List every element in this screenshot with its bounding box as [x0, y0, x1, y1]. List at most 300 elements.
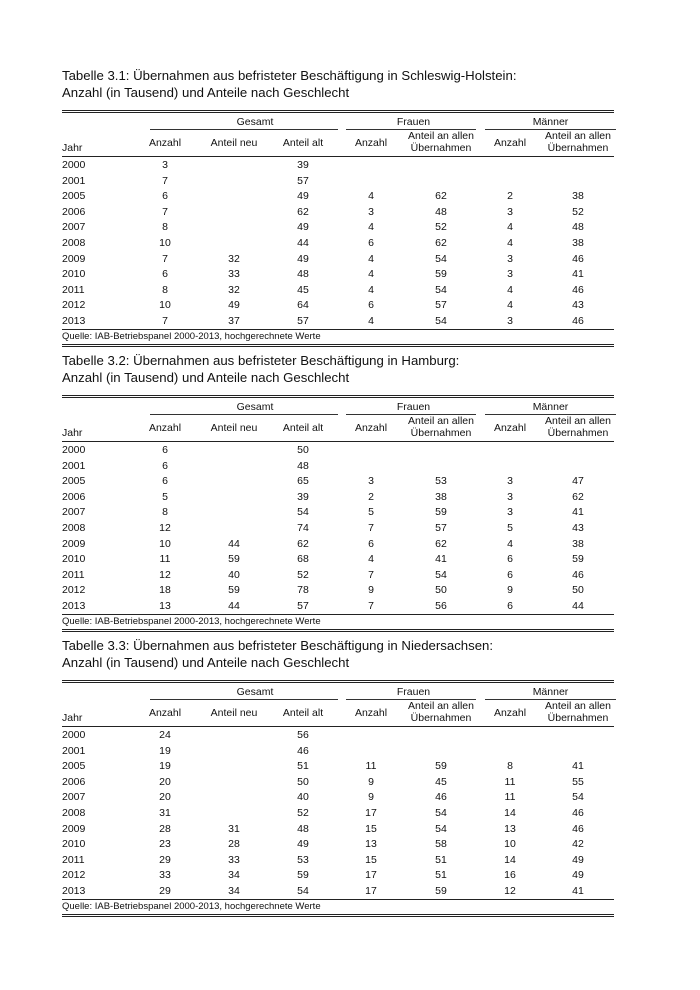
- table-cell: 59: [435, 884, 447, 897]
- group-frauen: Frauen: [396, 401, 431, 413]
- table-cell: 62: [435, 236, 447, 249]
- table-cell: 46: [297, 744, 309, 757]
- table-cell: 9: [368, 584, 374, 597]
- table-row: [62, 598, 614, 614]
- table-cell: 3: [507, 314, 513, 327]
- table-cell: 6: [162, 475, 168, 488]
- table-block-3-2: [62, 352, 614, 632]
- table-cell: 9: [368, 775, 374, 788]
- table-cell: 38: [572, 537, 584, 550]
- table-cell: 62: [572, 490, 584, 503]
- table-body: [62, 157, 614, 330]
- table-cell: 4: [507, 299, 513, 312]
- col-frauen-anzahl: Anzahl: [354, 137, 388, 149]
- table-cell: 44: [228, 599, 240, 612]
- table-cell: 6: [507, 568, 513, 581]
- table-cell: 12: [159, 568, 171, 581]
- table-cell: 2011: [62, 568, 85, 581]
- table-cell: 4: [368, 314, 374, 327]
- table-cell: 2001: [62, 174, 86, 187]
- table-cell: 42: [572, 838, 584, 851]
- table-cell: 51: [297, 760, 309, 773]
- table-cell: 44: [297, 236, 309, 249]
- table-cell: 62: [435, 537, 447, 550]
- table-cell: 46: [572, 568, 584, 581]
- table-cell: 16: [504, 869, 516, 882]
- table-cell: 4: [507, 236, 513, 249]
- table-cell: 57: [297, 174, 309, 187]
- table-cell: 4: [368, 190, 374, 203]
- table-cell: 6: [507, 553, 513, 566]
- table-cell: 2006: [62, 205, 86, 218]
- table-cell: 56: [435, 599, 447, 612]
- table-cell: 4: [368, 221, 374, 234]
- table-cell: 14: [504, 853, 516, 866]
- col-frauen-anteil: Anteil an allen Übernahmen: [408, 130, 474, 154]
- data-table: [62, 110, 614, 347]
- table-cell: 20: [159, 791, 171, 804]
- table-cell: 59: [297, 869, 309, 882]
- table-cell: 51: [435, 853, 447, 866]
- table-cell: 62: [435, 190, 447, 203]
- table-cell: 7: [162, 174, 168, 187]
- table-cell: 33: [228, 853, 240, 866]
- table-row: [62, 727, 614, 743]
- table-cell: 38: [435, 490, 447, 503]
- table-cell: 4: [368, 268, 374, 281]
- table-body: [62, 442, 614, 615]
- table-cell: 57: [435, 521, 447, 534]
- table-cell: 54: [435, 822, 447, 835]
- table-cell: 43: [572, 299, 584, 312]
- table-cell: 29: [159, 853, 171, 866]
- table-cell: 12: [159, 521, 171, 534]
- table-cell: 46: [572, 252, 584, 265]
- table-cell: 5: [507, 521, 513, 534]
- source-note: Quelle: IAB-Betriebspanel 2000-2013, hochgerechnete Werte: [62, 900, 321, 912]
- table-cell: 41: [435, 553, 447, 566]
- table-cell: 2009: [62, 822, 86, 835]
- group-frauen: Frauen: [396, 686, 431, 698]
- group-maenner: Männer: [532, 116, 569, 128]
- table-cell: 52: [297, 806, 309, 819]
- table-cell: 51: [435, 869, 447, 882]
- table-cell: 8: [162, 506, 168, 519]
- table-cell: 49: [297, 252, 309, 265]
- table-cell: 19: [159, 760, 171, 773]
- table-cell: 57: [297, 314, 309, 327]
- table-cell: 2006: [62, 775, 86, 788]
- table-cell: 2007: [62, 506, 86, 519]
- table-cell: 39: [297, 490, 309, 503]
- table-cell: 62: [297, 205, 309, 218]
- table-cell: 55: [572, 775, 584, 788]
- table-cell: 48: [297, 459, 309, 472]
- table-cell: 47: [572, 475, 584, 488]
- table-cell: 74: [297, 521, 309, 534]
- table-cell: 18: [159, 584, 171, 597]
- table-cell: 7: [368, 521, 374, 534]
- table-row: [62, 188, 614, 204]
- col-maenner-anzahl: Anzahl: [493, 137, 527, 149]
- table-cell: 50: [297, 775, 309, 788]
- table-row: [62, 867, 614, 883]
- table-cell: 68: [297, 553, 309, 566]
- column-header: [62, 700, 614, 727]
- source-note: Quelle: IAB-Betriebspanel 2000-2013, hochgerechnete Werte: [62, 615, 321, 627]
- table-cell: 65: [297, 475, 309, 488]
- table-cell: 2012: [62, 869, 86, 882]
- table-cell: 23: [159, 838, 171, 851]
- table-row: [62, 442, 614, 458]
- table-cell: 54: [435, 568, 447, 581]
- col-anteil-alt: Anteil alt: [282, 137, 324, 149]
- table-cell: 34: [228, 869, 240, 882]
- table-cell: 52: [297, 568, 309, 581]
- table-row: [62, 204, 614, 220]
- table-cell: 2006: [62, 490, 86, 503]
- table-cell: 28: [228, 838, 240, 851]
- group-header: [62, 683, 614, 700]
- table-cell: 7: [162, 205, 168, 218]
- table-cell: 45: [435, 775, 447, 788]
- table-row: [62, 266, 614, 282]
- bottom-rule: [62, 914, 614, 917]
- table-cell: 41: [572, 884, 584, 897]
- table-cell: 46: [572, 314, 584, 327]
- table-row: [62, 774, 614, 790]
- table-cell: 54: [435, 314, 447, 327]
- table-cell: 59: [572, 553, 584, 566]
- table-cell: 2013: [62, 314, 86, 327]
- table-cell: 2008: [62, 806, 86, 819]
- table-cell: 56: [297, 729, 309, 741]
- table-cell: 40: [228, 568, 240, 581]
- table-cell: 2005: [62, 760, 86, 773]
- table-cell: 10: [159, 236, 171, 249]
- table-cell: 59: [435, 506, 447, 519]
- table-cell: 53: [297, 853, 309, 866]
- table-cell: 6: [162, 268, 168, 281]
- table-row: [62, 536, 614, 552]
- table-title: Tabelle 3.1: Übernahmen aus befristeter Beschäftigung in Schleswig-Holstein: Anzahl (in Tausend) und Anteile nach Geschlecht: [62, 68, 517, 100]
- table-cell: 54: [297, 506, 309, 519]
- table-cell: 13: [365, 838, 377, 851]
- col-anzahl: Anzahl: [148, 707, 182, 719]
- table-row: [62, 489, 614, 505]
- table-cell: 41: [572, 268, 584, 281]
- table-cell: 9: [368, 791, 374, 804]
- table-cell: 7: [368, 599, 374, 612]
- table-cell: 2012: [62, 299, 86, 312]
- col-jahr: Jahr: [62, 142, 83, 154]
- table-cell: 2010: [62, 553, 86, 566]
- table-cell: 8: [507, 760, 513, 773]
- table-cell: 64: [297, 299, 309, 312]
- table-cell: 44: [572, 599, 584, 612]
- table-row: [62, 251, 614, 267]
- table-cell: 4: [368, 283, 374, 296]
- table-cell: 52: [572, 205, 584, 218]
- col-frauen-anteil: Anteil an allen Übernahmen: [408, 700, 474, 724]
- table-cell: 29: [159, 884, 171, 897]
- table-cell: 15: [365, 853, 377, 866]
- col-anteil-neu: Anteil neu: [210, 137, 258, 149]
- table-cell: 17: [365, 869, 377, 882]
- table-cell: 8: [162, 221, 168, 234]
- table-cell: 5: [162, 490, 168, 503]
- table-cell: 14: [504, 806, 516, 819]
- group-frauen: Frauen: [396, 116, 431, 128]
- bottom-rule: [62, 629, 614, 632]
- table-cell: 3: [507, 268, 513, 281]
- table-cell: 62: [297, 537, 309, 550]
- table-cell: 2011: [62, 853, 85, 866]
- table-cell: 54: [572, 791, 584, 804]
- col-jahr: Jahr: [62, 427, 83, 439]
- table-cell: 15: [365, 822, 377, 835]
- table-cell: 46: [435, 791, 447, 804]
- table-cell: 17: [365, 884, 377, 897]
- table-cell: 10: [159, 299, 171, 312]
- table-row: [62, 551, 614, 567]
- table-cell: 40: [297, 791, 309, 804]
- table-cell: 48: [572, 221, 584, 234]
- table-cell: 31: [159, 806, 171, 819]
- table-cell: 2008: [62, 236, 86, 249]
- group-gesamt: Gesamt: [236, 116, 274, 128]
- table-cell: 2010: [62, 268, 86, 281]
- table-cell: 3: [368, 475, 374, 488]
- table-row: [62, 157, 614, 173]
- table-cell: 10: [159, 537, 171, 550]
- table-cell: 6: [368, 537, 374, 550]
- table-cell: 19: [159, 744, 171, 757]
- table-cell: 8: [162, 283, 168, 296]
- col-maenner-anteil: Anteil an allen Übernahmen: [545, 415, 611, 439]
- table-cell: 4: [507, 283, 513, 296]
- table-cell: 49: [228, 299, 240, 312]
- group-gesamt: Gesamt: [236, 686, 274, 698]
- table-cell: 39: [297, 159, 309, 171]
- table-cell: 49: [297, 221, 309, 234]
- table-cell: 9: [507, 584, 513, 597]
- table-cell: 3: [507, 490, 513, 503]
- col-anteil-alt: Anteil alt: [282, 707, 324, 719]
- table-row: [62, 567, 614, 583]
- group-header: [62, 113, 614, 130]
- col-maenner-anteil: Anteil an allen Übernahmen: [545, 700, 611, 724]
- table-row: [62, 852, 614, 868]
- table-cell: 7: [162, 252, 168, 265]
- col-frauen-anzahl: Anzahl: [354, 422, 388, 434]
- table-row: [62, 789, 614, 805]
- table-cell: 33: [228, 268, 240, 281]
- table-cell: 50: [572, 584, 584, 597]
- col-maenner-anzahl: Anzahl: [493, 422, 527, 434]
- table-cell: 2009: [62, 537, 86, 550]
- table-cell: 3: [507, 205, 513, 218]
- table-cell: 11: [365, 760, 377, 773]
- table-cell: 52: [435, 221, 447, 234]
- table-cell: 50: [297, 444, 309, 456]
- table-row: [62, 805, 614, 821]
- table-cell: 2013: [62, 884, 86, 897]
- table-row: [62, 173, 614, 189]
- table-cell: 2000: [62, 444, 86, 456]
- table-cell: 2008: [62, 521, 86, 534]
- table-cell: 46: [572, 806, 584, 819]
- table-cell: 57: [297, 599, 309, 612]
- table-cell: 2001: [62, 744, 86, 757]
- table-cell: 2005: [62, 190, 86, 203]
- table-cell: 37: [228, 314, 240, 327]
- group-maenner: Männer: [532, 686, 569, 698]
- table-cell: 48: [297, 822, 309, 835]
- table-cell: 59: [228, 584, 240, 597]
- table-cell: 32: [228, 283, 240, 296]
- table-cell: 7: [368, 568, 374, 581]
- table-row: [62, 743, 614, 759]
- table-cell: 59: [435, 760, 447, 773]
- table-title: Tabelle 3.2: Übernahmen aus befristeter Beschäftigung in Hamburg: Anzahl (in Tausend) und Anteile nach Geschlecht: [62, 353, 460, 385]
- bottom-rule: [62, 344, 614, 347]
- table-cell: 32: [228, 252, 240, 265]
- table-row: [62, 297, 614, 313]
- table-cell: 2001: [62, 459, 86, 472]
- col-anteil-neu: Anteil neu: [210, 707, 258, 719]
- column-header: [62, 130, 614, 157]
- table-cell: 44: [228, 537, 240, 550]
- table-row: [62, 520, 614, 536]
- table-cell: 45: [297, 283, 309, 296]
- table-row: [62, 473, 614, 489]
- table-block-3-1: [62, 67, 614, 347]
- col-anteil-neu: Anteil neu: [210, 422, 258, 434]
- table-cell: 49: [572, 853, 584, 866]
- table-cell: 5: [368, 506, 374, 519]
- table-cell: 46: [572, 822, 584, 835]
- table-cell: 48: [297, 268, 309, 281]
- table-cell: 2013: [62, 599, 86, 612]
- table-cell: 6: [162, 444, 168, 456]
- table-cell: 78: [297, 584, 309, 597]
- table-cell: 57: [435, 299, 447, 312]
- table-row: [62, 758, 614, 774]
- table-row: [62, 883, 614, 899]
- table-cell: 2: [368, 490, 374, 503]
- table-cell: 10: [504, 838, 516, 851]
- table-title: Tabelle 3.3: Übernahmen aus befristeter Beschäftigung in Niedersachsen: Anzahl (in Tausend) und Anteile nach Geschlecht: [62, 638, 494, 670]
- table-cell: 2011: [62, 283, 85, 296]
- table-cell: 20: [159, 775, 171, 788]
- table-cell: 2010: [62, 838, 86, 851]
- table-cell: 38: [572, 236, 584, 249]
- table-cell: 13: [159, 599, 171, 612]
- table-cell: 49: [572, 869, 584, 882]
- table-cell: 59: [228, 553, 240, 566]
- table-cell: 33: [159, 869, 171, 882]
- table-cell: 6: [507, 599, 513, 612]
- table-cell: 2000: [62, 729, 86, 741]
- table-cell: 11: [504, 775, 516, 788]
- table-cell: 54: [435, 283, 447, 296]
- table-cell: 46: [572, 283, 584, 296]
- table-cell: 6: [162, 190, 168, 203]
- table-cell: 11: [504, 791, 516, 804]
- table-cell: 49: [297, 190, 309, 203]
- table-cell: 54: [435, 252, 447, 265]
- table-row: [62, 836, 614, 852]
- table-row: [62, 582, 614, 598]
- table-cell: 3: [507, 506, 513, 519]
- table-cell: 2012: [62, 584, 86, 597]
- group-header: [62, 398, 614, 415]
- data-table: [62, 395, 614, 632]
- table-body: [62, 727, 614, 900]
- table-cell: 4: [507, 221, 513, 234]
- table-cell: 4: [368, 553, 374, 566]
- table-cell: 41: [572, 760, 584, 773]
- group-maenner: Männer: [532, 401, 569, 413]
- table-cell: 17: [365, 806, 377, 819]
- table-cell: 43: [572, 521, 584, 534]
- table-cell: 31: [228, 822, 240, 835]
- col-anteil-alt: Anteil alt: [282, 422, 324, 434]
- table-cell: 2000: [62, 159, 86, 171]
- table-cell: 48: [435, 205, 447, 218]
- column-header: [62, 415, 614, 442]
- table-cell: 24: [159, 729, 171, 741]
- table-cell: 53: [435, 475, 447, 488]
- col-jahr: Jahr: [62, 712, 83, 724]
- table-cell: 50: [435, 584, 447, 597]
- table-cell: 54: [297, 884, 309, 897]
- table-row: [62, 504, 614, 520]
- table-cell: 7: [162, 314, 168, 327]
- table-cell: 2007: [62, 221, 86, 234]
- group-gesamt: Gesamt: [236, 401, 274, 413]
- table-cell: 11: [159, 553, 171, 566]
- table-cell: 13: [504, 822, 516, 835]
- table-row: [62, 219, 614, 235]
- table-row: [62, 235, 614, 251]
- table-block-3-3: [62, 637, 614, 917]
- table-cell: 28: [159, 822, 171, 835]
- table-cell: 12: [504, 884, 516, 897]
- table-cell: 2009: [62, 252, 86, 265]
- col-anzahl: Anzahl: [148, 137, 182, 149]
- table-cell: 6: [162, 459, 168, 472]
- table-cell: 6: [368, 236, 374, 249]
- table-row: [62, 282, 614, 298]
- table-cell: 41: [572, 506, 584, 519]
- table-cell: 54: [435, 806, 447, 819]
- table-cell: 2: [507, 190, 513, 203]
- table-row: [62, 313, 614, 329]
- table-cell: 4: [368, 252, 374, 265]
- table-cell: 3: [368, 205, 374, 218]
- col-frauen-anteil: Anteil an allen Übernahmen: [408, 415, 474, 439]
- table-cell: 34: [228, 884, 240, 897]
- table-row: [62, 458, 614, 474]
- table-cell: 49: [297, 838, 309, 851]
- table-cell: 3: [507, 475, 513, 488]
- col-frauen-anzahl: Anzahl: [354, 707, 388, 719]
- table-cell: 4: [507, 537, 513, 550]
- col-maenner-anteil: Anteil an allen Übernahmen: [545, 130, 611, 154]
- table-cell: 3: [507, 252, 513, 265]
